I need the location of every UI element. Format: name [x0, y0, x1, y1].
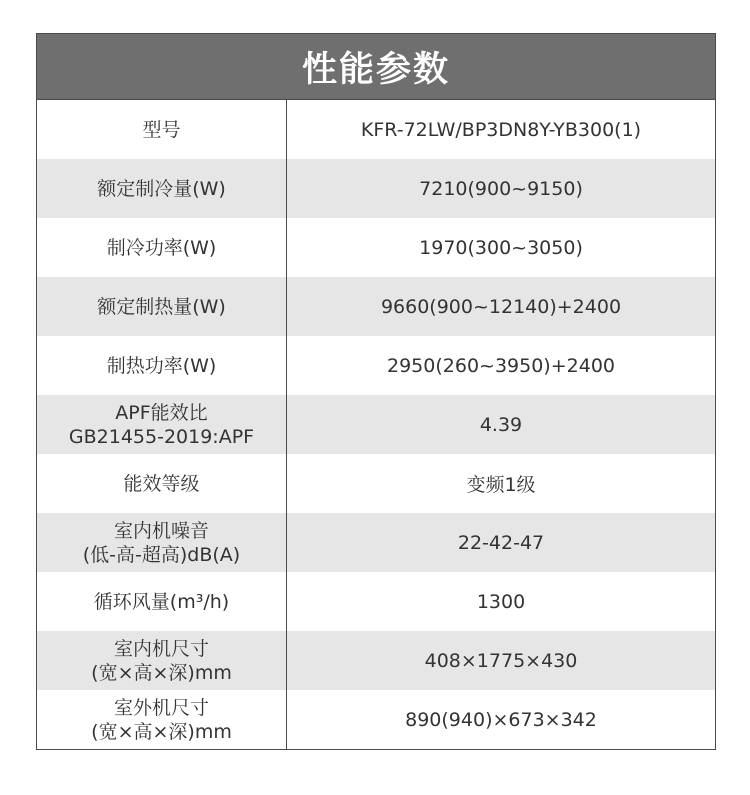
table-row: [37, 100, 715, 159]
row-value: 22-42-47: [457, 531, 545, 554]
table-row: [37, 454, 715, 513]
table-row: [37, 513, 715, 572]
row-value: 1970(300~3050): [419, 236, 583, 259]
row-label: 室内机尺寸 (宽×高×深)mm: [37, 631, 287, 690]
table-row: [37, 690, 715, 749]
row-value: 9660(900~12140)+2400: [380, 295, 622, 318]
row-value: 890(940)×673×342: [405, 708, 597, 731]
row-value: 1300: [476, 590, 526, 613]
table-row: [37, 218, 715, 277]
table-row: [37, 159, 715, 218]
row-label: 型号: [37, 100, 287, 159]
row-value: 2950(260~3950)+2400: [387, 354, 615, 377]
table-row: [37, 277, 715, 336]
row-label: 室外机尺寸 (宽×高×深)mm: [37, 690, 287, 749]
table-title: 性能参数: [37, 34, 715, 100]
row-value: 变频1级: [466, 474, 536, 496]
row-label: 室内机噪音 (低-高-超高)dB(A): [37, 513, 287, 572]
row-label: 循环风量(m³/h): [37, 572, 287, 631]
table-row: [37, 631, 715, 690]
row-value: KFR-72LW/BP3DN8Y-YB300(1): [360, 118, 642, 141]
row-label: 制热功率(W): [37, 336, 287, 395]
table-row: [37, 395, 715, 454]
row-label: 额定制冷量(W): [37, 159, 287, 218]
row-value: 408×1775×430: [424, 649, 578, 672]
row-value: 7210(900~9150): [419, 177, 583, 200]
table-row: [37, 336, 715, 395]
row-label: APF能效比 GB21455-2019:APF: [37, 395, 287, 454]
row-value: 4.39: [479, 413, 523, 436]
row-label: 额定制热量(W): [37, 277, 287, 336]
row-label: 制冷功率(W): [37, 218, 287, 277]
table-row: [37, 572, 715, 631]
spec-table: [36, 33, 716, 750]
row-label: 能效等级: [37, 454, 287, 513]
